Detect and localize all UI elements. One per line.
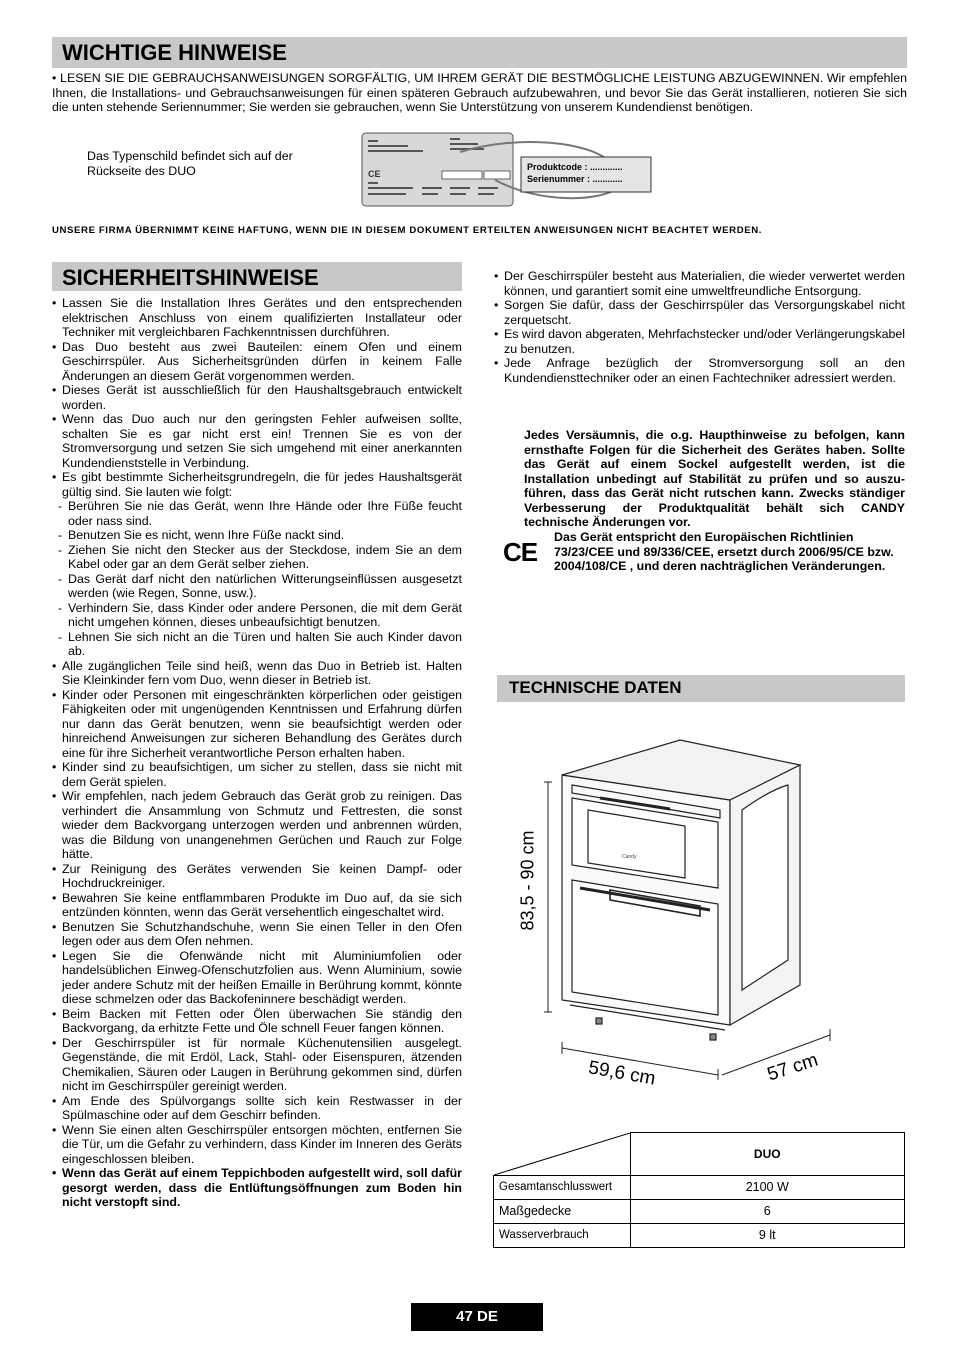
list-item: • Wenn Sie einen alten Geschirrspüler entsorgen möchten, entfernen Sie die Tür, um die Gefahr zu verhindern, dass Kinder im Inneren des Geräts eingeschlossen bleiben. <box>52 1123 462 1167</box>
sub-list-item: - Berühren Sie nie das Gerät, wenn Ihre Hände oder Ihre Füße feucht oder nass sind. <box>52 499 462 528</box>
list-item: • Kinder sind zu beaufsichtigen, um sicher zu stellen, dass sie nicht mit dem Gerät spielen. <box>52 760 462 789</box>
seriennummer-label: Serienummer : ............ <box>527 174 623 184</box>
appliance-svg <box>510 730 840 1080</box>
table-row <box>494 1223 905 1247</box>
bullet-icon: • <box>52 71 61 85</box>
table-row-value: 9 lt <box>630 1223 905 1247</box>
ce-conformity-text: Das Gerät entspricht den Europäischen Richtlinien 73/23/CEE und 89/336/CEE, ersetzt durch 2006/95/CE bzw. 2004/108/CE , und deren nachträglichen Veränderungen. <box>554 530 894 573</box>
list-item: • Beim Backen mit Fetten oder Ölen überwachen Sie ständig den Backvorgang, da erhitzte Fette und Öle schnell Feuer fangen können. <box>52 1007 462 1036</box>
typenschild-text: Das Typenschild befindet sich auf der Rückseite des DUO <box>87 149 293 178</box>
intro-paragraph <box>52 71 907 115</box>
section-title-wichtige-hinweise: WICHTIGE HINWEISE <box>52 37 907 68</box>
list-item: • Legen Sie die Ofenwände nicht mit Aluminiumfolien oder handelsüblichen Einweg-Ofenschutzfolien aus. Wenn Aluminium, sowie jeder andere Schutz mit der heißen Emaille in Berührung kommt, könnte diese schmelzen oder das Backofeninnere beschädigt werden. <box>52 949 462 1007</box>
table-row <box>494 1199 905 1223</box>
technical-data-table <box>493 1132 905 1248</box>
sub-list-item: - Benutzen Sie es nicht, wenn Ihre Füße nackt sind. <box>52 528 462 543</box>
table-row-value: 6 <box>630 1199 905 1223</box>
table-row-label: Maßgedecke <box>494 1199 631 1223</box>
section-title-technische-daten: TECHNISCHE DATEN <box>497 675 905 702</box>
list-item: • Dieses Gerät ist ausschließlich für den Haushaltsgebrauch entwickelt worden. <box>52 383 462 412</box>
list-item: • Es gibt bestimmte Sicherheitsgrundregeln, die für jedes Haushaltsgerät gültig sind. Sie lauten wie folgt: <box>52 470 462 499</box>
right-column-list-container <box>494 269 905 385</box>
list-item: • Benutzen Sie Schutzhandschuhe, wenn Sie einen Teller in den Ofen legen oder aus dem Ofen nehmen. <box>52 920 462 949</box>
list-item: • Sorgen Sie dafür, dass der Geschirrspüler das Versorgungskabel nicht zerquetscht. <box>494 298 905 327</box>
page-number: 47 DE <box>411 1303 543 1331</box>
safety-sub-list <box>52 499 462 659</box>
disclaimer: UNSERE FIRMA ÜBERNIMMT KEINE HAFTUNG, WENN DIE IN DIESEM DOKUMENT ERTEILTEN ANWEISUNGEN NICHT BEACHTET WERDEN. <box>52 225 763 236</box>
sub-list-item: - Lehnen Sie sich nicht an die Türen und halten Sie auch Kinder davon ab. <box>52 630 462 659</box>
table-row-label: Gesamtanschlusswert <box>494 1175 631 1199</box>
intro-text: Wir empfehlen Ihnen, die Installations- und Gebrauchsanweisungen für einen späteren Gebrauch aufzubewahren, und bevor Sie das Gerät installieren, notieren Sie sich die unten stehende Seriennummer; Sie werden sie gebrauchen, wenn Sie Unterstützung von unserem Kundendienst benötigen. <box>52 71 907 114</box>
list-item: • Das Duo besteht aus zwei Bauteilen: einem Ofen und einem Geschirrspüler. Aus Sicherheitsgründen dürfen in keinem Falle Änderungen an diesem Gerät vorgenommen werden. <box>52 340 462 384</box>
list-item: • Wir empfehlen, nach jedem Gebrauch das Gerät grob zu reinigen. Das verhindert die Ansammlung von Schmutz und Fettresten, die sonst wieder dem Backvorgang unterzogen werden und anbrennen würden, was die Bildung von unangenehmen Gerüchen und Rauch zur Folge hätte. <box>52 789 462 862</box>
list-item: • Wenn das Duo auch nur den geringsten Fehler aufweisen sollte, schalten Sie es gar nicht erst ein! Trennen Sie es von der Stromversorgung und setzen Sie sich umgehend mit einer anerkannten Kundendienststelle in Verbindung. <box>52 412 462 470</box>
intro-caps: LESEN SIE DIE GEBRAUCHSANWEISUNGEN SORGFÄLTIG, UM IHREM GERÄT DIE BESTMÖGLICHE LEISTUNG ABZUGEWINNEN. <box>60 71 824 85</box>
right-list <box>494 269 905 385</box>
list-item: • Der Geschirrspüler besteht aus Materialien, die wieder verwertet werden können, und garantiert somit eine umweltfreundliche Entsorgung. <box>494 269 905 298</box>
sub-list-item: - Das Gerät darf nicht den natürlichen Witterungseinflüssen ausgesetzt werden (wie Regen, Sonne, usw.). <box>52 572 462 601</box>
section-title-sicherheitshinweise: SICHERHEITSHINWEISE <box>52 262 462 291</box>
width-dimension-label: 59,6 cm <box>586 1057 657 1090</box>
table-header-row <box>494 1133 905 1176</box>
safety-list-bottom <box>52 659 462 1210</box>
table-row <box>494 1175 905 1199</box>
list-item: • Jede Anfrage bezüglich der Stromversorgung soll an den Kundendiensttechniker oder an einen Fachtechniker adressiert werden. <box>494 356 905 385</box>
table-column-header: DUO <box>630 1133 905 1176</box>
ce-mark-icon: CE <box>503 537 538 567</box>
diagonal-divider <box>494 1133 630 1175</box>
table-corner-cell <box>494 1133 631 1176</box>
sub-list-item: - Verhindern Sie, dass Kinder oder andere Personen, die mit dem Gerät nicht umgehen können, dieses unbeaufsichtigt benutzen. <box>52 601 462 630</box>
safety-list-container <box>52 296 462 1210</box>
list-item: • Lassen Sie die Installation Ihres Gerätes und den entsprechenden elektrischen Anschluss von einem qualifizierten Installateur oder Techniker mit vergleichbaren Fachkenntnissen durchführen. <box>52 296 462 340</box>
list-item: • Bewahren Sie keine entflammbaren Produkte im Duo auf, da sie sich entzünden könnten, wenn das Gerät versehentlich eingeschaltet wird. <box>52 891 462 920</box>
safety-list-top <box>52 296 462 499</box>
produktcode-label: Produktcode : ............. <box>527 162 623 172</box>
list-item: • Es wird davon abgeraten, Mehrfachstecker und/oder Verlängerungskabel zu benutzen. <box>494 327 905 356</box>
height-dimension-label: 83,5 - 90 cm <box>517 830 538 931</box>
svg-text:CE: CE <box>368 169 381 179</box>
list-item: • Kinder oder Personen mit eingeschränkten körperlichen oder geistigen Fähigkeiten oder mit ungenügenden Kenntnissen und Erfahrung dürfen nur dann das Gerät benutzen, wenn sie beaufsichtigt werden oder hinreichend Anweisungen zur sicheren Behandlung des Gerätes durch eine für ihre Sicherheit verantwortliche Person erhalten haben. <box>52 688 462 761</box>
list-item: • Alle zugänglichen Teile sind heiß, wenn das Duo in Betrieb ist. Halten Sie Kleinkinder fern vom Duo, wenn dieser in Betrieb ist. <box>52 659 462 688</box>
appliance-dimension-drawing <box>510 730 840 1090</box>
brand-logo: Candy <box>622 854 637 860</box>
list-item: • Zur Reinigung des Gerätes verwenden Sie keinen Dampf- oder Hochdruckreiniger. <box>52 862 462 891</box>
depth-dimension-label: 57 cm <box>764 1049 821 1086</box>
list-item: • Der Geschirrspüler ist für normale Küchenutensilien ausgelegt. Gegenstände, die mit Erdöl, Lack, Stahl- oder Eisenspuren, ätzenden Chemikalien, Säuren oder Laugen in Berührung gekommen sind, dürfen nicht im Geschirrspüler gereinigt werden. <box>52 1036 462 1094</box>
sub-list-item: - Ziehen Sie nicht den Stecker aus der Steckdose, indem Sie an dem Kabel oder gar an dem Gerät selber ziehen. <box>52 543 462 572</box>
table-row-label: Wasserverbrauch <box>494 1223 631 1247</box>
warning-paragraph: Jedes Versäumnis, die o.g. Haupthinweise zu befolgen, kann ernsthafte Folgen für die Sicherheit des Gerätes haben. Sollte das Gerät auf einem Sockel aufgestellt werden, ist die Installation unbedingt auf Stabilität zu prüfen und so auszu- führen, dass das Gerät nicht rutschen kann. Zwecks ständiger Verbesserung der Produktqualität behält sich CANDY technische Änderungen vor. <box>524 428 905 529</box>
list-item-bold: • Wenn das Gerät auf einem Teppichboden aufgestellt wird, soll dafür gesorgt werden, dass die Entlüftungsöffnungen zum Boden hin nicht verstopft sind. <box>52 1166 462 1210</box>
list-item: • Am Ende des Spülvorgangs sollte sich kein Restwasser in der Spülmaschine oder auf dem Geschirr befinden. <box>52 1094 462 1123</box>
rating-plate-illustration <box>360 132 656 208</box>
table-row-value: 2100 W <box>630 1175 905 1199</box>
